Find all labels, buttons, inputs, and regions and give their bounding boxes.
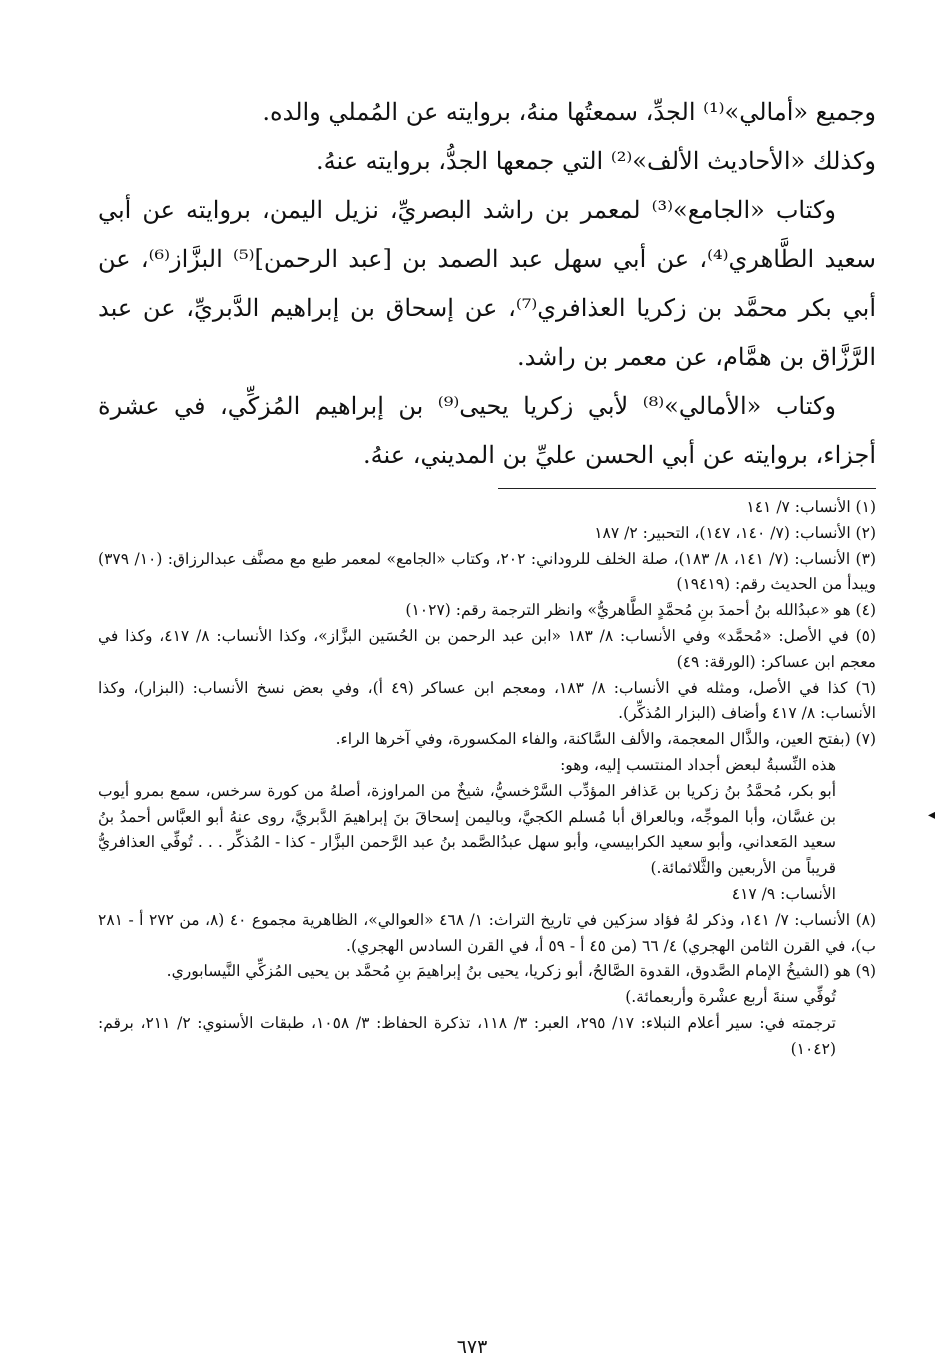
footnote-6: (٦) كذا في الأصل، ومثله في الأنساب: ٨/ ١٨٣، ومعجم ابن عساكر (٤٩ أ)، وفي بعض نسخ الأنساب: (البزار)، وكذا الأنساب: ٨/ ٤١٧ وأضاف (البزار المُذكِّر). — [98, 678, 876, 723]
main-paragraph-3: وكتاب «الجامع»⁽³⁾ لمعمر بن راشد البصريِّ، نزيل اليمن، بروايته عن أبي سعيد الطَّاهري⁽⁴⁾، عن أبي سهل عبد الصمد بن [عبد الرحمن]⁽⁵⁾ البزَّاز⁽⁶⁾، عن أبي بكر محمَّد بن زكريا العذافري⁽⁷⁾، عن إسحاق بن إبراهيم الدَّبريِّ، عن عبد الرَّزَّاق بن همَّام، عن معمر بن راشد. — [98, 196, 877, 371]
footnotes — [98, 495, 876, 1063]
footnote-7: (٧) (بفتح العين، والذَّال المعجمة، والألف السَّاكنة، والفاء المكسورة، وفي آخرها الراء. — [335, 730, 876, 749]
footnote-8: (٨) الأنساب: ٧/ ١٤١، وذكر لهُ فؤاد سزكين في تاريخ التراث: ١/ ٤٦٨ «العوالي»، الظاهرية مجموع ٤٠ (٨، من ٢٧٢ أ - ٢٨١ ب)، في القرن الثامن الهجري) ٤/ ٦٦ (من ٤٥ أ - ٥٩ أ، في القرن السادس الهجري). — [98, 910, 877, 955]
footnote-9-sources: ترجمته في: سير أعلام النبلاء: ١٧/ ٢٩٥، العبر: ٣/ ١١٨، تذكرة الحفاظ: ٣/ ١٠٥٨، طبقات الأسنوي: ٢/ ٢١١، برقم: (١٠٤٢) — [98, 1013, 836, 1058]
footnote-7-continuation: هذه النِّسبةُ لبعض أجداد المنتسب إليه، وهو: — [560, 755, 836, 774]
footnote-7-source: الأنساب: ٩/ ٤١٧ — [731, 884, 836, 903]
footnote-9: (٩) هو (الشيخُ الإمام الصَّدوق، القدوة الصَّالحُ، أبو زكريا، يحيى بنُ إبراهيمَ بنِ مُحمَّد بن يحيى المُزكِّي النَّيسابوري. — [166, 962, 876, 981]
footnote-9-death: تُوفِّي سنةَ أربع عشْرة وأربعمائة.) — [625, 988, 836, 1007]
footnote-7-quote: أبو بكر، مُحمَّدُ بنُ زكريا بن عَذافر المؤدِّب السَّرْخسيُّ، شيخٌ من المراوزة، أصلهُ من كورة سرخس، سمع بمرو أيوب بن غسَّان، وأبا الموجِّه، وبالعراق أبا مُسلم الكجيَّ، وباليمن إسحاقَ بنَ إبراهيمَ الدَّبريَّ، روى عنهُ أبو العبَّاس أحمدُ بنُ سعيد المَعداني، وأبو سعيد الكرابيسي، وأبو سهل عبدُالصَّمد بنُ عبد الرَّحمن البزَّار - كذا - المُذكِّر . . . تُوفِّي العذافريُّ قريباً من الأربعين والثَّلاثمائة.) — [98, 781, 836, 878]
main-paragraph-4: وكتاب «الأمالي»⁽⁸⁾ لأبي زكريا يحيى⁽⁹⁾ بن إبراهيم المُزكِّي، في عشرة أجزاء، بروايته عن أبي الحسن عليِّ بن المديني، عنهُ. — [98, 392, 876, 469]
main-text — [98, 88, 876, 480]
footnote-divider — [498, 488, 876, 489]
main-paragraph-2: وكذلك «الأحاديث الألف»⁽²⁾ التي جمعها الجدُّ، بروايته عنهُ. — [315, 147, 876, 175]
margin-arrow-icon: ◂ — [928, 807, 936, 823]
footnote-4: (٤) هو «عبدُالله بنُ أحمدَ بنِ مُحمَّدٍ الطَّاهريُّ» وانظر الترجمة رقم: (١٠٢٧) — [405, 601, 876, 620]
main-paragraph-1: وجميع «أمالي»⁽¹⁾ الجدِّ، سمعتُها منهُ، بروايته عن المُملي والده. — [262, 98, 876, 126]
footnote-3: (٣) الأنساب: (٧/ ١٤١، ٨/ ١٨٣)، صلة الخلف للروداني: ٢٠٢، وكتاب «الجامع» لمعمر طبع مع مصنَّف عبدالرزاق: (١٠/ ٣٧٩) ويبدأ من الحديث رقم: (١٩٤١٩) — [98, 549, 876, 594]
footnote-5: (٥) في الأصل: «مُحمَّد» وفي الأنساب: ٨/ ١٨٣ «ابن عبد الرحمن بن الحُسَين البزَّاز»، وكذا الأنساب: ٨/ ٤١٧، وكذا في معجم ابن عساكر: (الورقة: ٤٩) — [98, 626, 877, 671]
footnote-2: (٢) الأنساب: (٧/ ١٤٠، ١٤٧)، التحبير: ٢/ ١٨٧ — [594, 523, 876, 542]
page-number: ٦٧٣ — [456, 1336, 488, 1358]
footnote-1: (١) الأنساب: ٧/ ١٤١ — [746, 498, 876, 516]
